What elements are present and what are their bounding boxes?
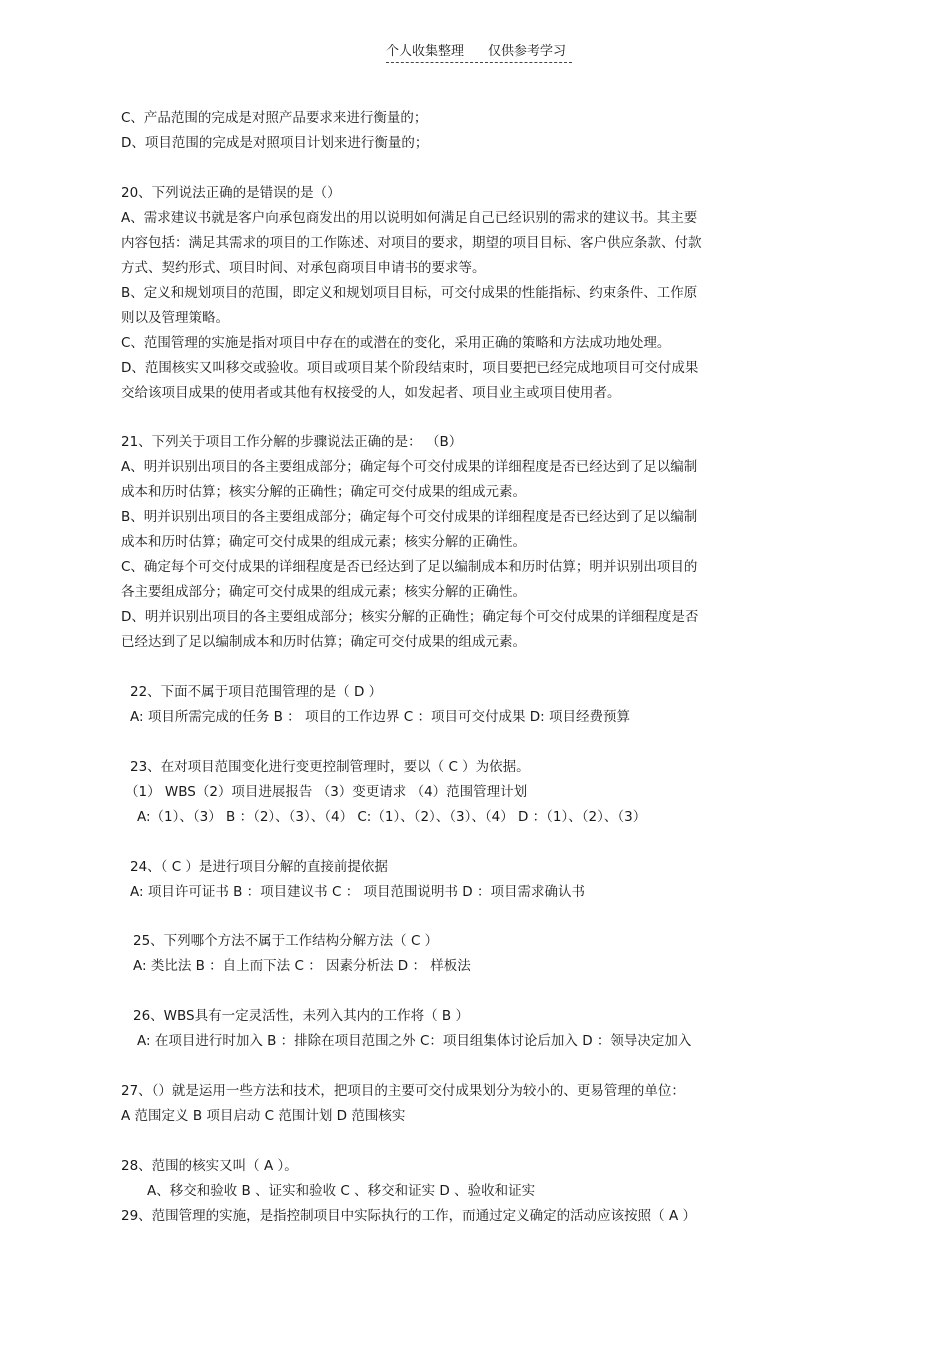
text-line: C、范围管理的实施是指对项目中存在的或潜在的变化，采用正确的策略和方法成功地处理。 [121, 335, 671, 351]
text-line: 23、在对项目范围变化进行变更控制管理时，要以（ C ）为依据。 [130, 759, 530, 775]
text-line: 27、（）就是运用一些方法和技术，把项目的主要可交付成果划分为较小的、更易管理的单位： [121, 1083, 685, 1099]
text-line: 各主要组成部分；确定可交付成果的组成元素；核实分解的正确性。 [121, 584, 526, 600]
text-line: 25、下列哪个方法不属于工作结构分解方法（ C ） [133, 933, 439, 949]
text-line: 已经达到了足以编制成本和历时估算；确定可交付成果的组成元素。 [121, 634, 526, 650]
text-line: 则以及管理策略。 [121, 310, 229, 326]
header-right-text: 仅供参考学习 [488, 44, 567, 59]
text-line: D、范围核实又叫移交或验收。项目或项目某个阶段结束时，项目要把已经完成地项目可交付成果 [121, 360, 699, 376]
text-line: 21、下列关于项目工作分解的步骤说法正确的是： （B） [121, 434, 463, 450]
text-line: 29、范围管理的实施，是指控制项目中实际执行的工作，而通过定义确定的活动应该按照（ A ） [121, 1208, 696, 1224]
text-line: A、移交和验收 B 、证实和验收 C 、移交和证实 D 、验收和证实 [147, 1183, 536, 1199]
text-line: 交给该项目成果的使用者或其他有权接受的人，如发起者、项目业主或项目使用者。 [121, 385, 621, 401]
text-line: A: 类比法 B ：自上而下法 C ： 因素分析法 D ： 样板法 [133, 958, 471, 974]
text-line: 26、WBS具有一定灵活性，未列入其内的工作将（ B ） [133, 1008, 469, 1024]
text-line: A: 在项目进行时加入 B ：排除在项目范围之外 C：项目组集体讨论后加入 D ：领导决定加入 [137, 1033, 692, 1049]
text-line: 成本和历时估算；核实分解的正确性；确定可交付成果的组成元素。 [121, 484, 526, 500]
page-header [386, 40, 572, 63]
text-line: D、项目范围的完成是对照项目计划来进行衡量的； [121, 135, 429, 151]
text-line: A、需求建议书就是客户向承包商发出的用以说明如何满足自己已经识别的需求的建议书。其主要 [121, 210, 698, 226]
text-line: 成本和历时估算；确定可交付成果的组成元素；核实分解的正确性。 [121, 534, 526, 550]
text-line: 22、下面不属于项目范围管理的是（ D ） [130, 684, 383, 700]
text-line: D、明并识别出项目的各主要组成部分；核实分解的正确性；确定每个可交付成果的详细程度是否 [121, 609, 699, 625]
text-line: 内容包括：满足其需求的项目的工作陈述、对项目的要求，期望的项目目标、客户供应条款、付款 [121, 235, 702, 251]
text-line: C、产品范围的完成是对照产品要求来进行衡量的； [121, 110, 428, 126]
text-line: A: 项目许可证书 B ：项目建议书 C ： 项目范围说明书 D ：项目需求确认书 [130, 884, 585, 900]
text-line: 24、（ C ）是进行项目分解的直接前提依据 [130, 859, 388, 875]
text-line: A:（1）、（3） B ：（2）、（3）、（4） C:（1）、（2）、（3）、（4） D ：（1）、（2）、（3） [137, 809, 647, 825]
text-line: B、明并识别出项目的各主要组成部分；确定每个可交付成果的详细程度是否已经达到了足以编制 [121, 509, 698, 525]
text-line: A: 项目所需完成的任务 B ： 项目的工作边界 C ：项目可交付成果 D: 项目经费预算 [130, 709, 631, 725]
text-line: （1） WBS（2）项目进展报告 （3）变更请求 （4）范围管理计划 [125, 784, 528, 800]
text-line: A 范围定义 B 项目启动 C 范围计划 D 范围核实 [121, 1108, 406, 1124]
text-line: 28、范围的核实又叫（ A ）。 [121, 1158, 298, 1174]
text-line: 方式、契约形式、项目时间、对承包商项目申请书的要求等。 [121, 260, 486, 276]
text-line: 20、下列说法正确的是错误的是（） [121, 185, 341, 201]
header-left-text: 个人收集整理 [386, 44, 465, 59]
text-line: B、定义和规划项目的范围，即定义和规划项目目标，可交付成果的性能指标、约束条件、工作原 [121, 285, 698, 301]
text-line: A、明并识别出项目的各主要组成部分；确定每个可交付成果的详细程度是否已经达到了足以编制 [121, 459, 698, 475]
text-line: C、确定每个可交付成果的详细程度是否已经达到了足以编制成本和历时估算；明并识别出项目的 [121, 559, 698, 575]
